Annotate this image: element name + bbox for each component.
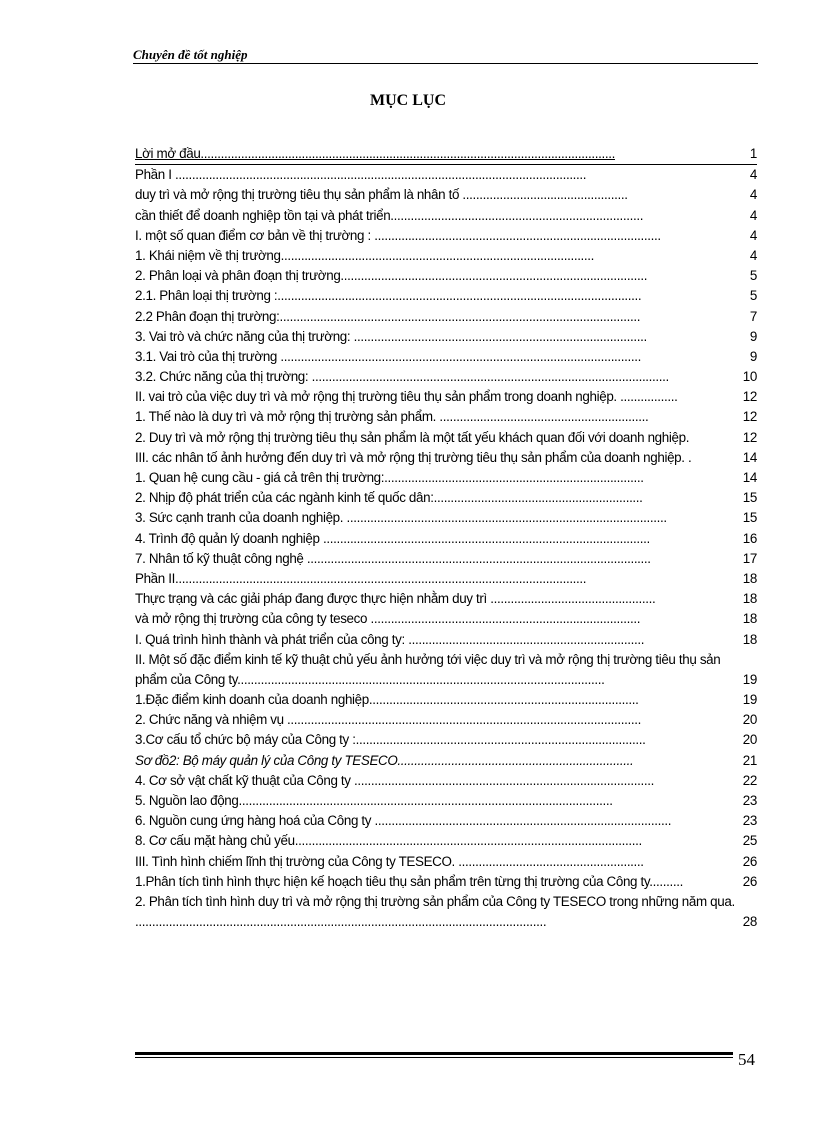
toc-entry-page: 26 [742, 853, 757, 869]
toc-entry[interactable] [135, 730, 757, 750]
toc-entry-page: 17 [742, 550, 757, 566]
toc-entry-page: 26 [742, 873, 757, 889]
page-number: 54 [738, 1050, 755, 1069]
toc-entry-label: 4. Cơ sở vật chất kỹ thuật của Công ty ......................................................................................... [135, 772, 654, 788]
table-of-contents [135, 144, 757, 932]
toc-entry[interactable] [135, 872, 757, 892]
toc-entry[interactable] [135, 831, 757, 851]
toc-entry[interactable] [135, 226, 757, 246]
toc-entry-label: Lời mở đầu........................................................................................................................... [135, 146, 615, 161]
toc-entry-label: 3.2. Chức năng của thị trường: .......................................................................................................... [135, 369, 669, 385]
toc-entry-page: 4 [749, 187, 757, 203]
toc-entry[interactable] [135, 892, 757, 932]
toc-entry-page: 4 [749, 207, 757, 223]
toc-entry-page: 12 [742, 409, 757, 425]
toc-entry-label: 2. Phân loại và phân đoạn thị trường........................................................................................... [135, 268, 648, 284]
toc-entry[interactable] [135, 387, 757, 407]
toc-entry-label: 4. Trình độ quản lý doanh nghiệp ................................................................................................. [135, 530, 650, 546]
toc-entry-page: 12 [742, 429, 757, 445]
toc-entry-page: 4 [749, 167, 757, 183]
toc-entry-page: 18 [742, 591, 757, 607]
toc-entry[interactable] [135, 367, 757, 387]
toc-entry-label: Sơ đồ2: Bộ máy quản lý của Công ty TESECO...................................................................... [135, 752, 634, 768]
toc-entry-label: I. Quá trình hình thành và phát triển của công ty: ...................................................................... [135, 631, 645, 647]
toc-entry[interactable] [135, 286, 757, 306]
toc-entry-label: III. các nhân tố ảnh hưởng đến duy trì và mở rộng thị trường tiêu thụ sản phẩm của doanh nghiệp. . [135, 449, 692, 465]
toc-entry-label: Phần I .......................................................................................................................... [135, 167, 587, 183]
toc-entry[interactable] [135, 690, 757, 710]
toc-entry[interactable] [135, 650, 757, 690]
toc-entry-page: 9 [749, 328, 757, 344]
toc-entry-page: 22 [742, 772, 757, 788]
toc-entry-page: 20 [742, 712, 757, 728]
toc-entry[interactable] [135, 428, 757, 448]
toc-entry[interactable] [135, 549, 757, 569]
toc-entry-page: 15 [742, 490, 757, 506]
toc-entry[interactable] [135, 811, 757, 831]
toc-entry-page: 18 [742, 631, 757, 647]
toc-entry[interactable] [135, 569, 757, 589]
header-divider [133, 63, 758, 64]
toc-entry-page: 19 [742, 692, 757, 708]
toc-entry-label: II. vai trò của việc duy trì và mở rộng thị trường tiêu thụ sản phẩm trong doanh nghiệp. ................. [135, 389, 678, 405]
toc-entry[interactable] [135, 771, 757, 791]
toc-entry[interactable] [135, 206, 757, 226]
footer-divider-thin [135, 1057, 733, 1058]
toc-entry[interactable] [135, 327, 757, 347]
toc-entry-page: 18 [742, 570, 757, 586]
toc-entry-label: II. Một số đặc điểm kinh tế kỹ thuật chủ yếu ảnh hưởng tới việc duy trì và mở rộng thị trường tiêu thụ sản phẩm của Công ty............................................................................................................. [135, 651, 721, 687]
toc-entry-page: 9 [749, 348, 757, 364]
toc-entry[interactable] [135, 307, 757, 327]
toc-entry[interactable] [135, 589, 757, 609]
toc-entry[interactable] [135, 508, 757, 528]
toc-entry-page: 23 [742, 813, 757, 829]
toc-entry[interactable] [135, 791, 757, 811]
toc-entry-label: 8. Cơ cấu mặt hàng chủ yếu....................................................................................................... [135, 833, 642, 849]
toc-entry-page: 5 [749, 288, 757, 304]
toc-entry-page: 4 [749, 247, 757, 263]
toc-entry[interactable] [135, 347, 757, 367]
toc-entry-label: 6. Nguồn cung ứng hàng hoá của Công ty ........................................................................................ [135, 813, 672, 829]
toc-entry-page: 18 [742, 611, 757, 627]
toc-entry-label: 2. Duy trì và mở rộng thị trường tiêu thụ sản phẩm là một tất yếu khách quan đối với doanh nghiệp. [135, 429, 690, 445]
toc-entry-page: 19 [742, 671, 757, 687]
toc-entry-page: 12 [742, 389, 757, 405]
footer-divider-thick [135, 1052, 733, 1055]
toc-entry-label: 1.Đặc điểm kinh doanh của doanh nghiệp................................................................................ [135, 692, 639, 708]
toc-entry-label: 5. Nguồn lao động............................................................................................................... [135, 793, 613, 809]
toc-entry-page: 20 [742, 732, 757, 748]
toc-entry[interactable] [135, 165, 757, 185]
toc-entry-page: 16 [742, 530, 757, 546]
toc-entry-page: 14 [742, 470, 757, 485]
toc-entry-label: I. một số quan điểm cơ bản về thị trường : ..................................................................................... [135, 227, 661, 243]
toc-entry-label: duy trì và mở rộng thị trường tiêu thụ sản phẩm là nhân tố ................................................. [135, 187, 628, 203]
toc-entry[interactable] [135, 266, 757, 286]
toc-entry-label: 2. Phân tích tình hình duy trì và mở rộng thị trường sản phẩm của Công ty TESECO trong những năm qua. .......................................................................................................................... [135, 893, 735, 929]
toc-entry[interactable] [135, 710, 757, 730]
toc-entry[interactable] [135, 529, 757, 549]
toc-entry[interactable] [135, 630, 757, 650]
toc-entry-page: 1 [749, 146, 757, 161]
toc-entry-page: 25 [742, 833, 757, 849]
toc-entry-label: 2. Nhịp độ phát triển của các ngành kinh tế quốc dân:.............................................................. [135, 490, 643, 506]
toc-entry-label: Phần II.......................................................................................................................... [135, 570, 587, 586]
toc-entry[interactable] [135, 185, 757, 205]
toc-entry-label: và mở rộng thị trường của công ty teseco ................................................................................ [135, 611, 641, 627]
toc-entry-page: 7 [749, 308, 757, 324]
toc-entry-label: 3.1. Vai trò của thị trường ........................................................................................................... [135, 348, 642, 364]
toc-entry-page: 5 [749, 268, 757, 284]
toc-entry-label: 2.2 Phân đoạn thị trường:........................................................................................................... [135, 308, 641, 324]
toc-entry-label: Thực trạng và các giải pháp đang được thực hiện nhằm duy trì ................................................. [135, 591, 656, 607]
toc-entry-page: 10 [742, 369, 757, 385]
toc-entry-label: 3. Vai trò và chức năng của thị trường: ....................................................................................... [135, 328, 647, 344]
toc-title: MỤC LỤC [370, 92, 446, 109]
toc-entry[interactable] [135, 246, 757, 266]
toc-entry[interactable] [135, 852, 757, 872]
toc-entry-page: 4 [749, 227, 757, 243]
toc-entry-page: 14 [742, 449, 757, 465]
toc-entry-label: 7. Nhân tố kỹ thuật công nghệ ...................................................................................................... [135, 550, 651, 566]
toc-entry[interactable] [135, 448, 757, 468]
toc-entry-label: 3. Sức cạnh tranh của doanh nghiệp. ............................................................................................... [135, 510, 667, 526]
toc-entry-label: cần thiết để doanh nghiệp tồn tại và phát triển........................................................................... [135, 207, 644, 223]
toc-entry-label: 1. Khái niệm về thị trường............................................................................................. [135, 247, 595, 263]
toc-entry[interactable] [135, 488, 757, 508]
running-header-title: Chuyên đề tốt nghiệp [133, 47, 248, 62]
toc-entry[interactable] [135, 609, 757, 629]
toc-entry[interactable] [135, 407, 757, 427]
toc-entry-label: 1.Phân tích tình hình thực hiện kế hoạch tiêu thụ sản phẩm trên từng thị trường của Công ty.......... [135, 873, 683, 889]
toc-entry[interactable] [135, 144, 757, 165]
toc-entry-label: 1. Quan hệ cung cầu - giá cả trên thị trường:............................................................................. [135, 470, 644, 485]
toc-entry-label: 2. Chức năng và nhiệm vụ ......................................................................................................... [135, 712, 641, 728]
toc-entry-label: 3.Cơ cấu tổ chức bộ máy của Công ty :...................................................................................... [135, 732, 646, 748]
toc-entry[interactable] [135, 751, 757, 771]
toc-entry-label: III. Tình hình chiếm lĩnh thị trường của Công ty TESECO. ....................................................... [135, 853, 644, 869]
toc-entry-page: 15 [742, 510, 757, 526]
toc-entry-label: 1. Thế nào là duy trì và mở rộng thị trường sản phẩm. .............................................................. [135, 409, 649, 425]
toc-entry-page: 21 [742, 752, 757, 768]
toc-entry-label: 2.1. Phân loại thị trường :............................................................................................................ [135, 288, 642, 304]
toc-entry-page: 28 [742, 914, 757, 930]
toc-entry-page: 23 [742, 793, 757, 809]
toc-entry[interactable] [135, 468, 757, 488]
